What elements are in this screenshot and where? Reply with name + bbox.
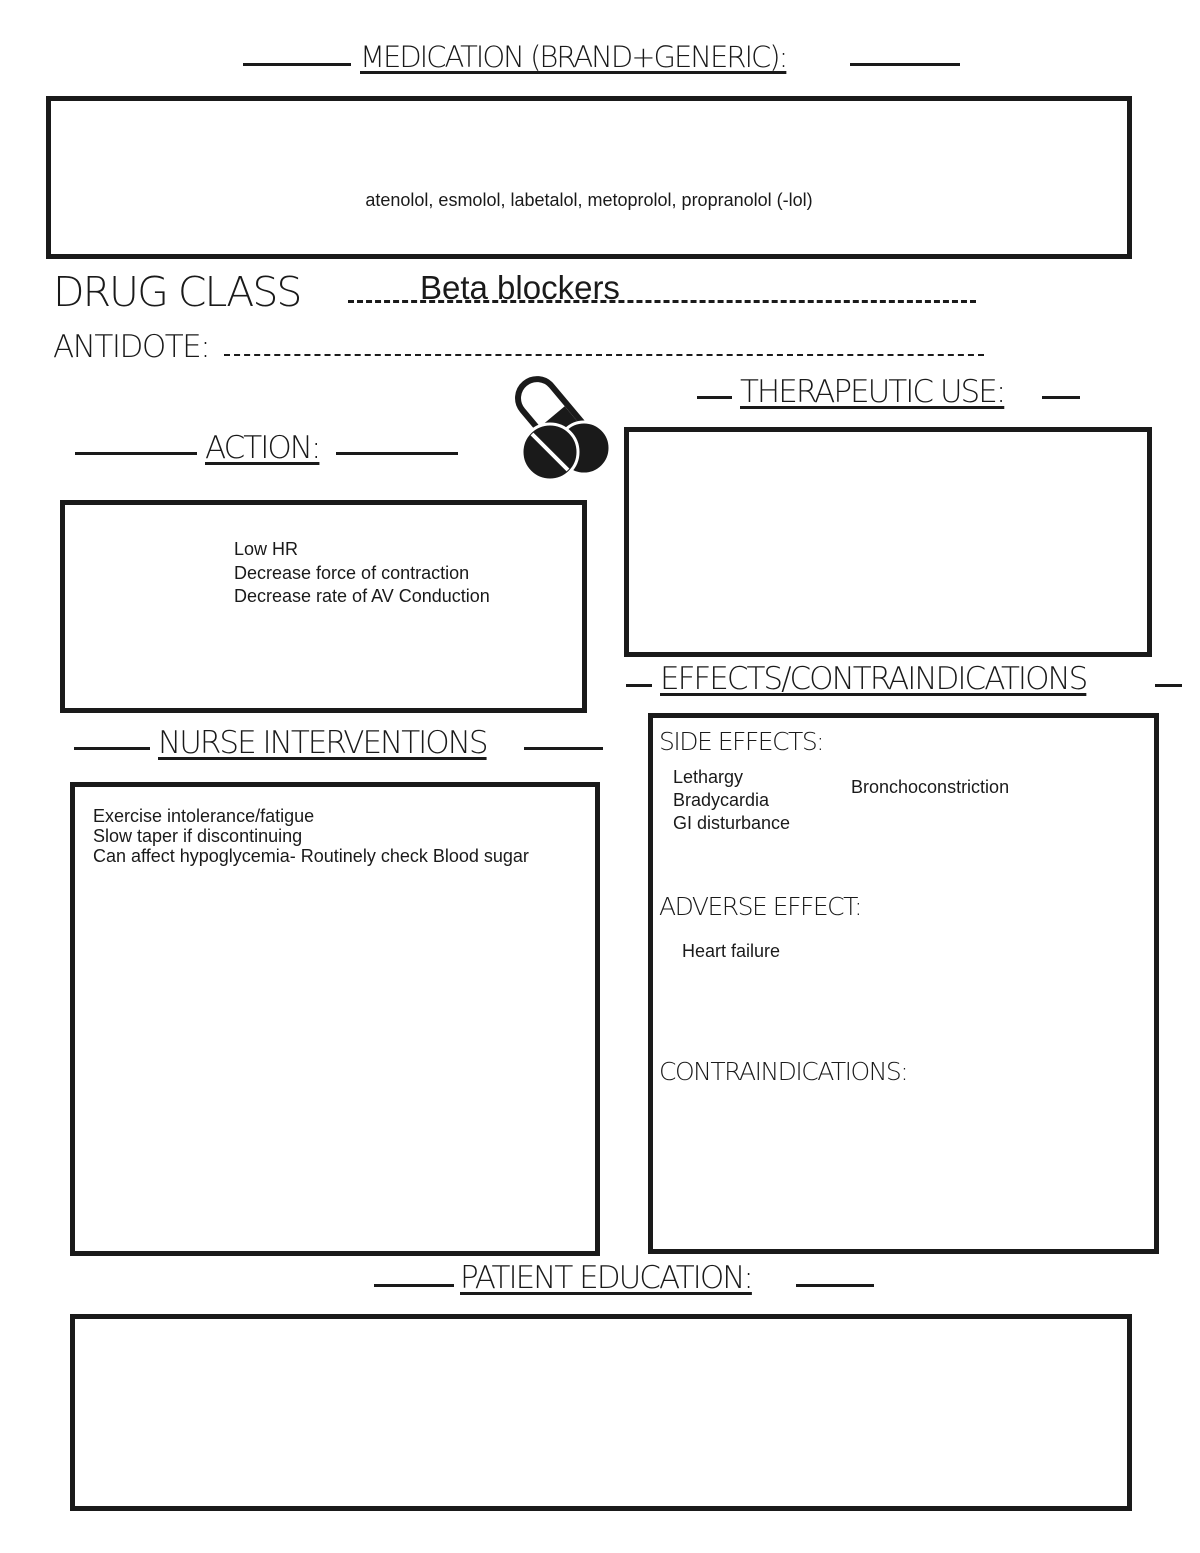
nurse-line: Exercise intolerance/fatigue <box>93 806 315 826</box>
medication-rule-right <box>850 63 960 66</box>
action-line: Decrease force of contraction <box>234 563 470 583</box>
effects-heading: EFFECTS/CONTRAINDICATIONS <box>660 661 1087 697</box>
patient-education-box <box>70 1314 1132 1511</box>
action-line: Low HR <box>234 539 299 559</box>
therapeutic-use-heading: THERAPEUTIC USE: <box>740 374 1005 410</box>
nurse-rule-right <box>524 747 603 750</box>
action-box <box>60 500 587 713</box>
therapeutic-rule-right <box>1042 396 1080 399</box>
therapeutic-use-box <box>624 427 1152 657</box>
action-line: Decrease rate of AV Conduction <box>234 586 490 606</box>
nurse-line: Slow taper if discontinuing <box>93 826 303 846</box>
antidote-label: ANTIDOTE: <box>53 329 210 365</box>
action-heading: ACTION: <box>205 430 320 466</box>
effects-rule-right <box>1155 684 1182 687</box>
contraindications-label: CONTRAINDICATIONS: <box>659 1057 908 1086</box>
medication-heading: MEDICATION (BRAND+GENERIC): <box>360 40 787 74</box>
side-effect-item: Lethargy <box>673 767 744 787</box>
side-effects-label: SIDE EFFECTS: <box>659 727 824 756</box>
side-effect-extra: Bronchoconstriction <box>851 777 1010 797</box>
medication-rule-left <box>243 63 351 66</box>
nurse-interventions-box <box>70 782 600 1256</box>
drug-class-label: DRUG CLASS <box>53 268 301 316</box>
side-effect-item: Bradycardia <box>673 790 770 810</box>
therapeutic-rule-left <box>697 396 732 399</box>
drug-class-value: Beta blockers <box>420 269 620 306</box>
adverse-effect-value: Heart failure <box>682 941 781 961</box>
patient-education-heading: PATIENT EDUCATION: <box>460 1260 752 1296</box>
adverse-effect-label: ADVERSE EFFECT: <box>659 892 862 921</box>
capsule-and-tablet-icon <box>510 372 614 484</box>
side-effect-item: GI disturbance <box>673 813 791 833</box>
effects-rule-left <box>626 684 652 687</box>
action-rule-left <box>75 452 197 455</box>
nurse-interventions-heading: NURSE INTERVENTIONS <box>158 725 487 761</box>
medication-value: atenolol, esmolol, labetalol, metoprolol, propranolol (-lol) <box>365 190 813 210</box>
nurse-line: Can affect hypoglycemia- Routinely check Blood sugar <box>93 846 529 866</box>
patient-rule-left <box>374 1284 454 1287</box>
action-rule-right <box>336 452 458 455</box>
medication-box <box>46 96 1132 259</box>
patient-rule-right <box>796 1284 874 1287</box>
antidote-underline <box>224 354 984 356</box>
nurse-rule-left <box>74 747 150 750</box>
effects-box <box>648 713 1159 1254</box>
